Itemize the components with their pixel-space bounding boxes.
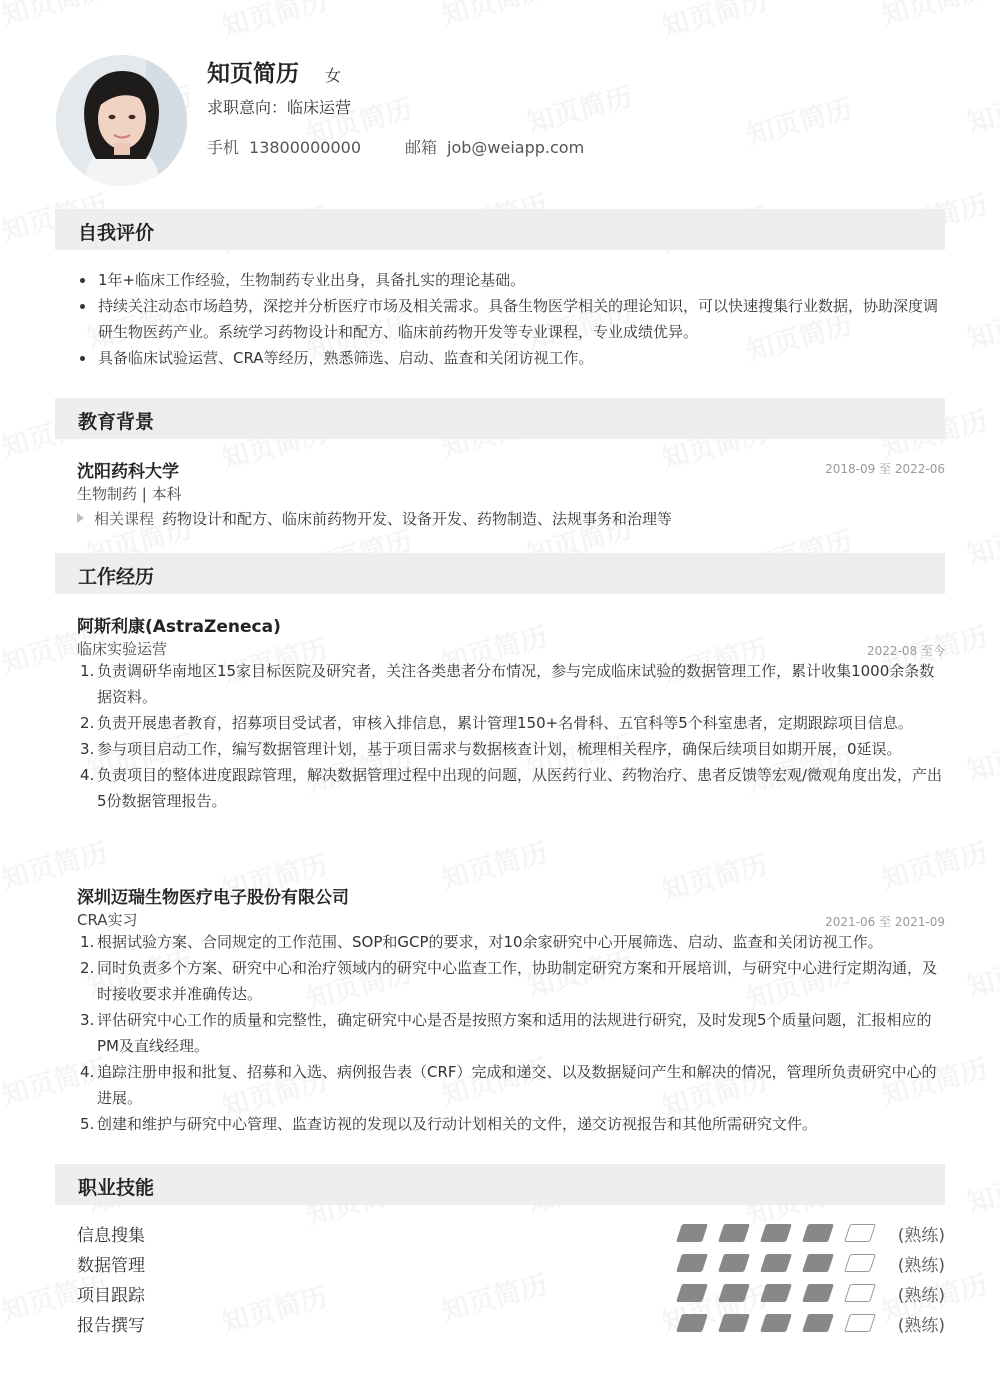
skill-segment-empty — [844, 1314, 876, 1332]
watermark-text — [0, 0, 111, 32]
skill-level: (熟练) — [897, 1256, 945, 1276]
skill-segment-filled — [718, 1314, 750, 1332]
skill-segment-filled — [802, 1284, 834, 1302]
watermark-text — [657, 0, 771, 44]
job-duties-list — [77, 658, 945, 814]
skill-segment-filled — [760, 1284, 792, 1302]
skill-row — [77, 1249, 945, 1275]
phone-label: 手机 — [207, 138, 240, 157]
job-date: 2022-08 至今 — [867, 644, 945, 658]
skill-name: 信息搜集 — [77, 1226, 145, 1246]
skill-segment-filled — [718, 1224, 750, 1242]
major-degree: 生物制药 | 本科 — [77, 485, 182, 503]
section-header-self-eval — [55, 209, 945, 250]
list-item: 2. 负责开展患者教育，招募项目受试者，审核入排信息，累计管理150+名骨科、五官科等5个科室患者，定期跟踪项目信息。 — [80, 714, 913, 732]
skill-segment-empty — [844, 1224, 876, 1242]
skill-segment-filled — [676, 1254, 708, 1272]
list-item: 5. 创建和维护与研究中心管理、监查访视的发现以及行动计划相关的文件，递交访视报告和其他所需研究文件。 — [80, 1115, 818, 1133]
company-name: 深圳迈瑞生物医疗电子股份有限公司 — [77, 888, 349, 908]
watermark-text — [437, 0, 551, 32]
watermark-text — [962, 291, 1000, 357]
skill-level: (熟练) — [897, 1226, 945, 1246]
watermark-text — [877, 831, 991, 897]
list-item: 4. 追踪注册申报和批复、招募和入选、病例报告表（CRF）完成和递交、以及数据疑问产生和解决的情况，管理所负责研究中心的进展。 — [80, 1063, 937, 1107]
skill-meter — [679, 1284, 879, 1302]
skill-segment-filled — [802, 1254, 834, 1272]
skill-meter — [679, 1314, 879, 1332]
list-item: 具备临床试验运营、CRA等经历，熟悉筛选、启动、监查和关闭访视工作。 — [77, 345, 943, 371]
skill-row — [77, 1279, 945, 1305]
watermark-text — [962, 939, 1000, 1005]
job-date: 2021-06 至 2021-09 — [825, 915, 945, 929]
email-label: 邮箱 — [405, 138, 438, 157]
avatar — [56, 55, 187, 186]
skill-segment-filled — [760, 1224, 792, 1242]
section-title: 职业技能 — [78, 1177, 155, 1199]
skill-meter — [679, 1254, 879, 1272]
watermark-text — [742, 87, 856, 153]
list-item: 3. 评估研究中心工作的质量和完整性，确定研究中心是否是按照方案和适用的法规进行研究，及时发现5个质量问题，汇报相应的PM及直线经理。 — [80, 1011, 932, 1055]
job-role: 临床实验运营 — [77, 640, 168, 658]
section-title: 工作经历 — [78, 566, 155, 588]
section-header-skills — [55, 1164, 945, 1205]
skill-level: (熟练) — [897, 1316, 945, 1336]
portrait-photo — [56, 55, 187, 186]
triangle-right-icon — [77, 513, 84, 523]
section-title: 教育背景 — [78, 411, 155, 433]
section-title: 自我评价 — [78, 222, 155, 244]
course-label: 相关课程 — [94, 510, 155, 528]
company-name: 阿斯利康(AstraZeneca) — [77, 617, 281, 637]
candidate-gender: 女 — [325, 66, 342, 85]
skill-segment-empty — [844, 1284, 876, 1302]
contact-line — [207, 135, 584, 158]
skill-segment-filled — [802, 1224, 834, 1242]
list-item: 4. 负责项目的整体进度跟踪管理，解决数据管理过程中出现的问题，从医药行业、药物治疗、患者反馈等宏观/微观角度出发，产出5份数据管理报告。 — [80, 766, 943, 810]
watermark-text — [522, 75, 636, 141]
list-item: 1年+临床工作经验，生物制药专业出身，具备扎实的理论基础。 — [77, 267, 943, 293]
skill-segment-filled — [676, 1284, 708, 1302]
skill-segment-filled — [718, 1254, 750, 1272]
skill-segment-filled — [760, 1314, 792, 1332]
watermark-text — [962, 507, 1000, 573]
section-header-education — [55, 398, 945, 439]
watermark-text — [877, 0, 991, 32]
skill-segment-filled — [676, 1224, 708, 1242]
course-list: 药物设计和配方、临床前药物开发、设备开发、药物制造、法规事务和治理等 — [162, 510, 673, 528]
watermark-text — [962, 75, 1000, 141]
watermark-text — [217, 0, 331, 44]
job-duties-list — [77, 929, 945, 1137]
watermark-text — [962, 723, 1000, 789]
skill-name: 数据管理 — [77, 1256, 145, 1276]
school-name: 沈阳药科大学 — [77, 462, 179, 482]
course-line — [77, 508, 672, 529]
skill-segment-filled — [676, 1314, 708, 1332]
list-item: 3. 参与项目启动工作，编写数据管理计划，基于项目需求与数据核查计划，梳理相关程序，确保后续项目如期开展，0延误。 — [80, 740, 902, 758]
skill-name: 报告撰写 — [77, 1316, 145, 1336]
list-item: 1. 负责调研华南地区15家目标医院及研究者，关注各类患者分布情况，参与完成临床试验的数据管理工作，累计收集1000余条数据资料。 — [80, 662, 935, 706]
watermark-text — [657, 843, 771, 909]
skill-segment-filled — [802, 1314, 834, 1332]
skill-segment-filled — [760, 1254, 792, 1272]
watermark-text — [437, 831, 551, 897]
watermark-text — [962, 1155, 1000, 1221]
skill-segment-empty — [844, 1254, 876, 1272]
candidate-name: 知页简历 — [207, 61, 299, 87]
skill-level: (熟练) — [897, 1286, 945, 1306]
edu-date: 2018-09 至 2022-06 — [825, 462, 945, 476]
skill-meter — [679, 1224, 879, 1242]
email-value: job@weiapp.com — [447, 138, 585, 157]
job-intent: 求职意向：临床运营 — [207, 98, 352, 117]
self-eval-list — [77, 267, 943, 371]
list-item: 1. 根据试验方案、合同规定的工作范围、SOP和GCP的要求，对10余家研究中心开展筛选、启动、监查和关闭访视工作。 — [80, 933, 883, 951]
list-item: 2. 同时负责多个方案、研究中心和治疗领域内的研究中心监查工作，协助制定研究方案和开展培训，与研究中心进行定期沟通，及时接收要求并准确传达。 — [80, 959, 938, 1003]
skill-row — [77, 1309, 945, 1335]
section-header-work — [55, 553, 945, 594]
job-role: CRA实习 — [77, 911, 138, 929]
phone-value: 13800000000 — [249, 138, 361, 157]
skill-name: 项目跟踪 — [77, 1286, 145, 1306]
skill-row — [77, 1219, 945, 1245]
list-item: 持续关注动态市场趋势，深挖并分析医疗市场及相关需求。具备生物医学相关的理论知识，可以快速搜集行业数据，协助深度调研生物医药产业。系统学习药物设计和配方、临床前药物开发等专业课程，专业成绩优异。 — [77, 293, 943, 345]
skill-segment-filled — [718, 1284, 750, 1302]
